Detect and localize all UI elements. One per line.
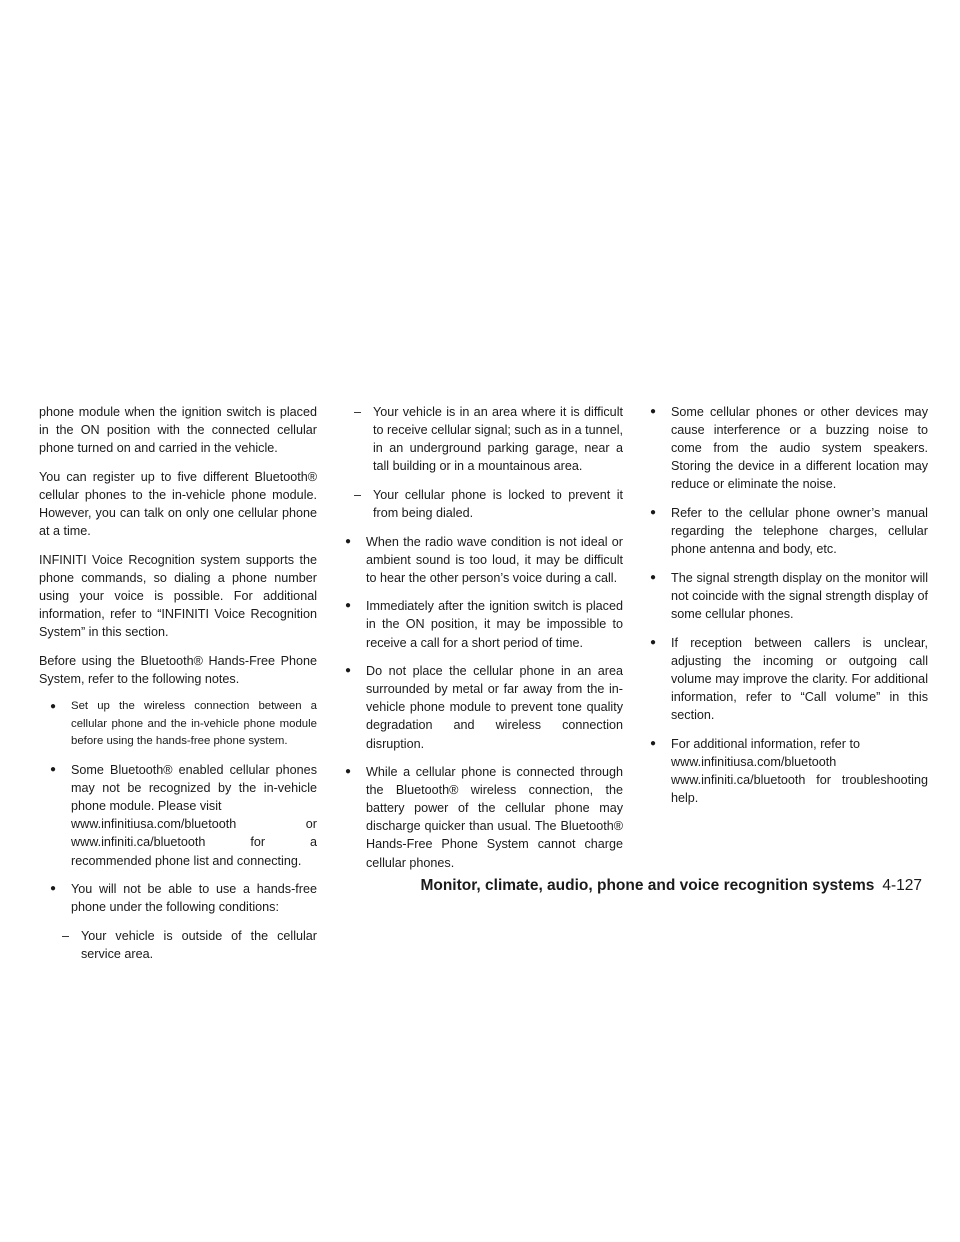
bullet-text: Do not place the cellular phone in an area surrounded by metal or far away from the in-vehicle phone module to prevent tone quality degradation and wireless connection disruption.: [366, 664, 623, 751]
page-number: 4-127: [882, 877, 922, 894]
bullet-text: For additional information, refer to: [671, 736, 860, 751]
bullet-item: [345, 763, 623, 872]
bullet-item: [50, 698, 317, 750]
page-footer: [420, 877, 922, 895]
paragraph: phone module when the ignition switch is placed in the ON position with the connected cellular phone turned on and carried in the vehicle.: [39, 405, 317, 456]
url-link[interactable]: www.infiniti.ca/bluetooth for a recommended phone list and connecting.: [71, 835, 317, 868]
bullet-item: [650, 634, 928, 724]
dash-item: [62, 927, 317, 963]
dash-item: [354, 486, 623, 522]
dash-text: Your vehicle is outside of the cellular service area.: [81, 928, 317, 961]
bullet-item: [50, 880, 317, 916]
bullet-text: The signal strength display on the monitor will not coincide with the signal strength display of some cellular phones.: [671, 570, 928, 621]
bullet-text: Refer to the cellular phone owner’s manual regarding the telephone charges, cellular phone antenna and body, etc.: [671, 505, 928, 557]
bullet-text: While a cellular phone is connected through the Bluetooth® wireless connection, the battery power of the cellular phone may discharge quicker than usual. The Bluetooth® Hands-Free Phone System cannot charge cellular phones.: [366, 765, 623, 870]
bullet-item: [345, 662, 623, 752]
bullet-text: If reception between callers is unclear, adjusting the incoming or outgoing call volume may improve the clarity. For additional information, refer to “Call volume” in this section.: [671, 635, 928, 722]
text-column-2: [345, 403, 623, 882]
bullet-text: Some cellular phones or other devices may cause interference or a buzzing noise to come from the audio system speakers. Storing the device in a different location may reduce or eliminate the noise.: [671, 405, 928, 492]
section-title: Monitor, climate, audio, phone and voice recognition systems: [420, 877, 875, 894]
bullet-text: Set up the wireless connection between a cellular phone and the in-vehicle phone module before using the hands-free phone system.: [71, 700, 317, 748]
url-link[interactable]: www.infinitiusa.com/bluetooth: [71, 817, 237, 832]
bullet-item: [650, 504, 928, 558]
bullet-text: Some Bluetooth® enabled cellular phones may not be recognized by the in-vehicle phone module. Please visit: [71, 763, 317, 814]
paragraph: You can register up to five different Bluetooth® cellular phones to the in-vehicle phone module. However, you can talk on only one cellular phone at a time.: [39, 469, 317, 539]
url-link[interactable]: www.infiniti.ca/bluetooth for troubleshooting help.: [671, 772, 928, 805]
bullet-text: or: [305, 817, 317, 832]
text-column-3: [650, 403, 928, 817]
url-line: [71, 815, 317, 833]
dash-item: [354, 403, 623, 475]
bullet-item: [50, 761, 317, 870]
bullet-item: [345, 597, 623, 651]
bullet-item: [650, 403, 928, 493]
paragraph: Before using the Bluetooth® Hands-Free Phone System, refer to the following notes.: [39, 653, 317, 686]
paragraph: INFINITI Voice Recognition system supports the phone commands, so dialing a phone number using your voice is possible. For additional information, refer to “INFINITI Voice Recognition System” in this section.: [39, 552, 317, 640]
dash-text: Your vehicle is in an area where it is difficult to receive cellular signal; such as in a tunnel, in an underground parking garage, near a tall building or in a mountainous area.: [373, 405, 623, 474]
bullet-item: [650, 569, 928, 623]
bullet-text: Immediately after the ignition switch is placed in the ON position, it may be impossible to receive a call for a short period of time.: [366, 599, 623, 650]
dash-text: Your cellular phone is locked to prevent it from being dialed.: [373, 487, 623, 520]
text-column-1: [39, 403, 317, 973]
bullet-item: [345, 533, 623, 587]
bullet-item: [650, 735, 928, 807]
bullet-text: You will not be able to use a hands-free phone under the following conditions:: [71, 882, 317, 915]
bullet-text: When the radio wave condition is not ideal or ambient sound is too loud, it may be difficult to hear the other person’s voice during a call.: [366, 534, 623, 585]
url-link[interactable]: www.infinitiusa.com/bluetooth: [671, 754, 837, 769]
